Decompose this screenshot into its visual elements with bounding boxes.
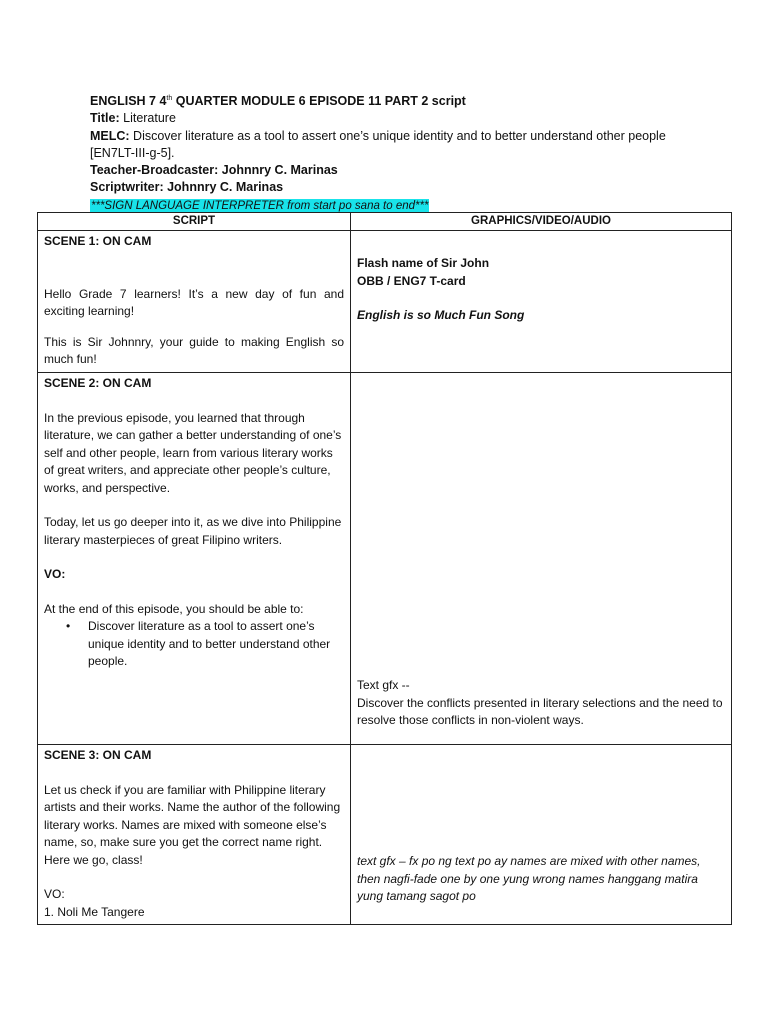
objective-text: Discover literature as a tool to assert one’s unique identity and to better understand other people. [88,619,331,668]
scene1-title: SCENE 1: ON CAM [44,234,152,248]
table-row [38,745,732,925]
scene2-vo: VO: [44,567,66,581]
scene2-objective-intro: At the end of this episode, you should be able to: [44,601,304,616]
table-row [38,373,732,745]
melc-value: Discover literature as a tool to assert one’s unique identity and to better understand other people [EN7LT-III-g-5]. [90,128,666,160]
scene3-item-1: 1. Noli Me Tangere [44,904,145,919]
table-row [38,231,732,373]
title-value: Literature [119,111,176,126]
title-label: Title: [90,111,120,126]
melc-line [90,128,710,163]
list-item [66,618,344,671]
scene1-gfx-flash: Flash name of Sir John [357,256,490,270]
scriptwriter: Scriptwriter: Johnnry C. Marinas [90,180,284,195]
scene2-gfx-label: Text gfx -- [357,678,410,692]
teacher-broadcaster: Teacher-Broadcaster: Johnnry C. Marinas [90,163,338,178]
scene3-title: SCENE 3: ON CAM [44,748,152,762]
script-header [90,93,710,214]
document-title: ENGLISH 7 4th QUARTER MODULE 6 EPISODE 11 PART 2 script [90,94,466,108]
scene3-vo: VO: [44,887,65,901]
title-line [90,110,710,127]
melc-label: MELC: [90,128,130,143]
scene3-gfx-text: text gfx – fx po ng text po ay names are mixed with other names, then nagfi-fade one by one yung wrong names hanggang matira yung tamang sagot po [357,854,701,903]
scene3-instructions: Let us check if you are familiar with Philippine literary artists and their works. Name the author of the following literary works. Names are mixed with someone else’s name, so, make sure you get the correct name right. Here we go, class! [44,782,341,867]
bullet-icon: • [66,619,71,633]
scene1-intro: This is Sir Johnnry, your guide to making English so much fun! [44,334,344,366]
scene3-script-cell [38,745,351,925]
scene2-today: Today, let us go deeper into it, as we dive into Philippine literary masterpieces of great Filipino writers. [44,515,342,547]
scene1-greeting: Hello Grade 7 learners! It’s a new day of fun and exciting learning! [44,286,344,318]
scene2-script-cell [38,373,351,745]
scene1-script-cell [38,231,351,373]
scene2-title: SCENE 2: ON CAM [44,376,152,390]
sign-language-note: ***SIGN LANGUAGE INTERPRETER from start po sana to end*** [91,199,429,212]
objectives-list [44,618,344,671]
scene3-gfx-cell [351,745,732,925]
scene2-gfx-text: Discover the conflicts presented in literary selections and the need to resolve those conflicts in non-violent ways. [357,695,723,727]
table-header-row [38,213,732,231]
scene1-gfx-song: English is so Much Fun Song [357,308,525,322]
scene2-gfx-cell [351,373,732,745]
header-script: SCRIPT [38,213,351,231]
header-graphics: GRAPHICS/VIDEO/AUDIO [351,213,732,231]
scene2-previous-episode: In the previous episode, you learned that through literature, we can gather a better understanding of one’s self and other people, learn from various literary works of great writers, and appreciate other people’s culture, works, and perspective. [44,410,342,495]
scene1-gfx-obb: OBB / ENG7 T-card [357,273,466,288]
scene1-gfx-cell [351,231,732,373]
script-table [37,212,732,925]
